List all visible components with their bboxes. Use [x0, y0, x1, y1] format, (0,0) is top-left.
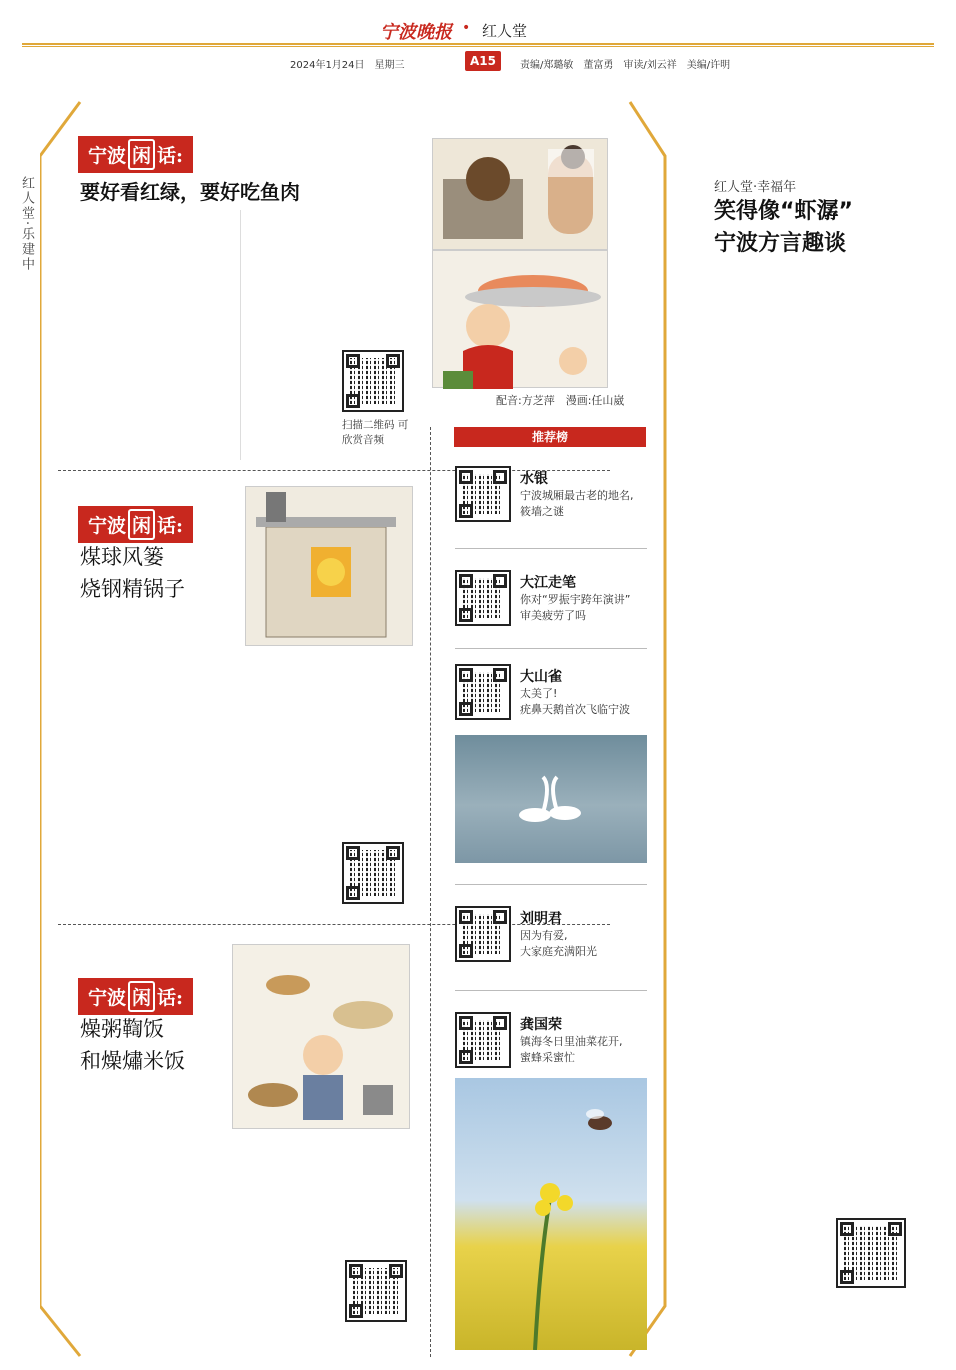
recommend-name: 刘明君: [520, 911, 562, 927]
fish-dish-cartoon-illustration: [432, 250, 608, 388]
recommend-separator: [455, 990, 647, 991]
page-number-badge: A15: [465, 51, 501, 71]
recommend-qr-code[interactable]: [455, 570, 511, 626]
right-article-qr-code[interactable]: [836, 1218, 906, 1288]
recommend-header: 推荐榜: [454, 427, 646, 447]
recommend-desc: 因为有爱,: [520, 929, 568, 942]
dateline: 2024年1月24日 星期三: [290, 60, 405, 71]
article2-title-line1: 煤球风篓: [80, 545, 164, 569]
article2-title-line2: 烧钢精锅子: [80, 577, 185, 601]
rapeseed-bee-photo: [455, 1078, 647, 1350]
recommend-desc: 大家庭充满阳光: [520, 945, 597, 958]
right-title-line2: 宁波方言趣谈: [714, 231, 847, 256]
recommend-desc: 宁波城厢最古老的地名,: [520, 489, 634, 502]
recommend-qr-code[interactable]: [455, 906, 511, 962]
recommend-desc: 太美了!: [520, 687, 558, 700]
recommend-desc: 审美疲劳了吗: [520, 609, 586, 622]
recommend-desc: 筱墙之谜: [520, 505, 564, 518]
recommend-name: 大山雀: [520, 669, 562, 685]
recommend-separator: [455, 648, 647, 649]
vertical-section-label: 红人堂·乐建中: [19, 176, 34, 273]
article3-badge: 宁波 闲 话:: [78, 978, 193, 1015]
article3-title: [80, 1013, 185, 1077]
recommend-name: 龚国荣: [520, 1017, 562, 1033]
coal-stove-cartoon-illustration: [245, 486, 413, 646]
rice-cooking-cartoon-illustration: [232, 944, 410, 1129]
stove-cartoon-illustration: [432, 138, 608, 250]
section-name: 红人堂: [482, 22, 528, 40]
image-credit: 配音:方芝萍 漫画:任山崴: [496, 394, 625, 407]
article2-qr-code[interactable]: [342, 842, 404, 904]
article1-title: 要好看红绿，要好吃鱼肉: [80, 180, 300, 204]
recommend-desc: 蜜蜂采蜜忙: [520, 1051, 575, 1064]
recommend-desc: 镇海冬日里油菜花开,: [520, 1035, 623, 1048]
recommend-qr-code[interactable]: [455, 1012, 511, 1068]
editor-credits: 责编/郑璐敏 董富勇 审读/刘云祥 美编/许明: [520, 60, 731, 71]
article3-title-line1: 燥粥鞫饭: [80, 1017, 164, 1041]
masthead-rule-thin: [22, 46, 934, 47]
article2-badge: 宁波 闲 话:: [78, 506, 193, 543]
recommend-desc: 疣鼻天鹅首次飞临宁波: [520, 703, 630, 716]
qr-caption: 扫描二维码 可欣赏音频: [342, 419, 409, 446]
recommend-desc: 你对“罗振宇跨年演讲”: [520, 593, 631, 606]
article3-qr-code[interactable]: [345, 1260, 407, 1322]
right-title-line1: 笑得像“虾潺”: [714, 199, 853, 224]
recommend-separator: [455, 884, 647, 885]
column-divider: [430, 427, 432, 1357]
recommend-separator: [455, 548, 647, 549]
recommend-name: 大江走笔: [520, 575, 576, 591]
recommend-qr-code[interactable]: [455, 466, 511, 522]
right-kicker: 红人堂·幸福年: [714, 180, 797, 195]
recommend-qr-code[interactable]: [455, 664, 511, 720]
right-article-title: [714, 196, 853, 260]
article1-badge: 宁波 闲 话:: [78, 136, 193, 173]
audio-qr-code[interactable]: [342, 350, 404, 412]
recommend-name: 水银: [520, 471, 548, 487]
article2-title: [80, 541, 185, 605]
column-rule: [240, 210, 241, 460]
swan-photo: [455, 735, 647, 863]
masthead-rule: [22, 43, 934, 45]
article3-title-line2: 和燥熽米饭: [80, 1049, 185, 1073]
newspaper-logo: 宁波晚报: [380, 22, 452, 43]
masthead-separator: •: [462, 20, 471, 36]
